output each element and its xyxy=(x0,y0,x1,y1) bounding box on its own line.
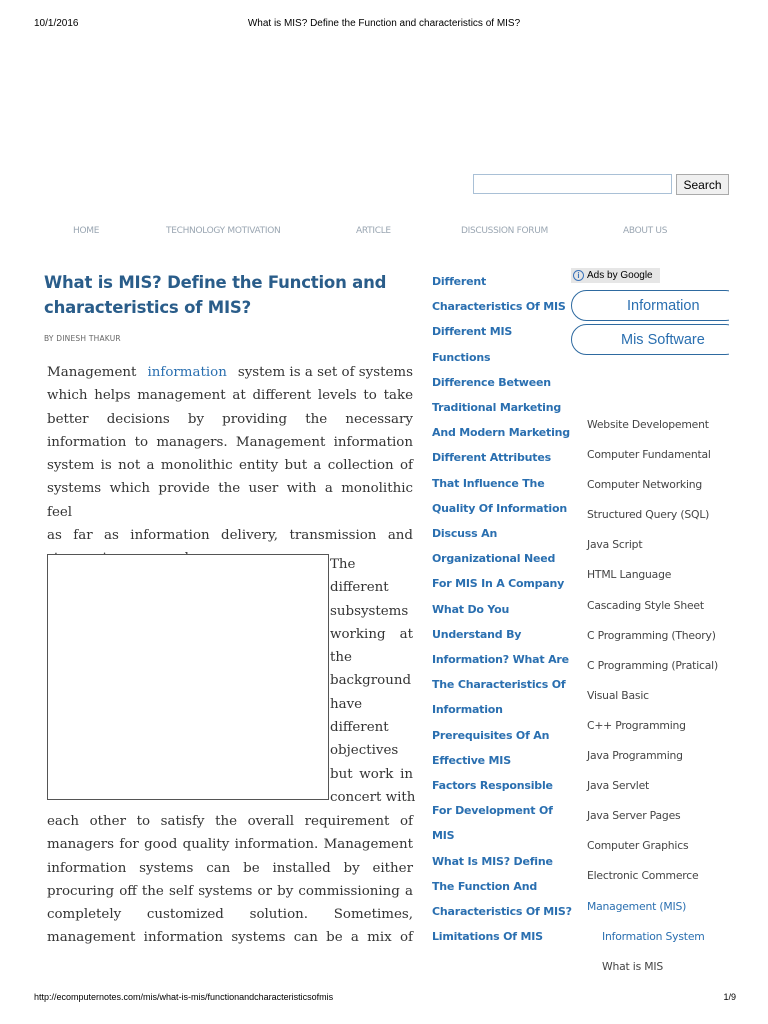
main-nav xyxy=(0,226,768,240)
ad-buttons-clip xyxy=(560,285,729,360)
p1-line-3: information to managers. Management information xyxy=(47,434,413,450)
related-link[interactable]: Limitations Of MIS xyxy=(432,930,543,944)
related-link[interactable]: Information? What Are xyxy=(432,653,569,667)
related-link[interactable]: Characteristics Of MIS xyxy=(432,300,566,314)
side-line: but work in xyxy=(330,766,413,782)
related-link[interactable]: Organizational Need xyxy=(432,552,556,566)
side-line: different xyxy=(330,720,389,736)
p1-line-0-c: system is a set of systems xyxy=(237,365,413,380)
category-subitem-what-is-mis[interactable]: What is MIS xyxy=(602,959,664,973)
p2-line-2: information systems can be installed by either xyxy=(47,860,413,876)
related-link[interactable]: What Do You xyxy=(432,602,510,616)
category-item[interactable]: C++ Programming xyxy=(587,718,686,732)
related-link[interactable]: Prerequisites Of An xyxy=(432,728,550,742)
side-line: subsystems xyxy=(330,603,409,619)
related-link[interactable]: Different xyxy=(432,275,487,288)
article-title-line1: What is MIS? Define the Function and xyxy=(44,273,387,292)
category-item[interactable]: HTML Language xyxy=(587,568,672,582)
related-link[interactable]: Functions xyxy=(432,350,491,364)
side-line: have xyxy=(330,696,363,712)
side-line: background xyxy=(330,673,412,689)
article-title xyxy=(44,270,404,320)
p1-line-6: as far as information delivery, transmission and xyxy=(47,528,413,544)
related-articles xyxy=(432,269,572,949)
category-item[interactable]: Java Programming xyxy=(587,749,683,763)
p1-line-1: which helps management at different levels to take xyxy=(47,388,413,404)
related-link[interactable]: Traditional Marketing xyxy=(432,401,562,415)
category-item[interactable]: Visual Basic xyxy=(587,688,649,702)
ad-button-information[interactable]: Information xyxy=(571,290,729,321)
p1-line-4: system is not a monolithic entity but a collection of xyxy=(47,458,413,474)
print-date: 10/1/2016 xyxy=(34,18,79,29)
category-item[interactable]: Electronic Commerce xyxy=(587,869,699,883)
related-link[interactable]: Quality Of Information xyxy=(432,501,567,515)
category-item-management-mis[interactable]: Management (MIS) xyxy=(587,899,687,913)
related-link[interactable]: Difference Between xyxy=(432,375,551,389)
related-link[interactable]: For Development Of xyxy=(432,804,553,818)
related-link[interactable]: For MIS In A Company xyxy=(432,577,565,591)
category-item[interactable]: C Programming (Pratical) xyxy=(587,658,718,672)
p1-line-0 xyxy=(47,361,413,384)
related-link[interactable]: The Function And xyxy=(432,879,538,893)
related-link[interactable]: What Is MIS? Define xyxy=(432,854,553,868)
related-link[interactable]: Factors Responsible xyxy=(432,779,553,793)
related-link[interactable]: Discuss An xyxy=(432,527,498,541)
p2-line-4: completely customized solution. Sometimes, xyxy=(47,907,413,923)
side-line: different xyxy=(330,580,389,596)
related-link[interactable]: Characteristics Of MIS? xyxy=(432,905,572,919)
related-link[interactable]: Different Attributes xyxy=(432,451,551,465)
byline: BY DINESH THAKUR xyxy=(44,334,121,343)
search-button[interactable]: Search xyxy=(676,174,729,195)
nav-about-us[interactable]: ABOUT US xyxy=(623,226,668,236)
category-item[interactable]: Website Developement xyxy=(587,418,709,431)
related-link[interactable]: That Influence The xyxy=(432,476,545,490)
p1-line-5: systems which provide the user with a monolithic feel xyxy=(47,481,413,520)
nav-discussion-forum[interactable]: DISCUSSION FORUM xyxy=(461,226,548,236)
category-item[interactable]: Java Servlet xyxy=(587,779,650,793)
side-line: the xyxy=(330,650,352,666)
side-line: The xyxy=(330,557,356,572)
category-item[interactable]: Java Script xyxy=(587,538,643,552)
related-link[interactable]: The Characteristics Of xyxy=(432,678,566,692)
nav-home[interactable]: HOME xyxy=(73,226,100,236)
print-url: http://ecomputernotes.com/mis/what-is-mis/functionandcharacteristicsofmis xyxy=(34,992,334,1002)
category-item[interactable]: Computer Graphics xyxy=(587,839,689,853)
p1-line-0-a: Management xyxy=(47,365,137,380)
category-item[interactable]: Computer Networking xyxy=(587,478,703,492)
category-item[interactable]: Structured Query (SQL) xyxy=(587,508,710,522)
related-link[interactable]: Different MIS xyxy=(432,325,513,339)
info-icon[interactable]: i xyxy=(573,270,584,281)
search-input[interactable] xyxy=(473,174,672,194)
category-item[interactable]: Cascading Style Sheet xyxy=(587,598,704,612)
p2-line-5: management information systems can be a mix of xyxy=(47,930,413,946)
side-line: objectives xyxy=(330,743,399,759)
ads-by-google-label[interactable] xyxy=(571,268,660,283)
article-paragraph-2 xyxy=(47,810,413,950)
category-item[interactable]: C Programming (Theory) xyxy=(587,628,716,642)
p2-line-1: managers for good quality information. Management xyxy=(47,837,413,853)
side-line: concert with xyxy=(330,789,416,805)
related-link[interactable]: MIS xyxy=(432,829,455,843)
nav-technology-motivation[interactable]: TECHNOLOGY MOTIVATION xyxy=(166,226,281,236)
category-item[interactable]: Java Server Pages xyxy=(587,809,681,823)
p2-line-0: each other to satisfy the overall requirement of xyxy=(47,814,413,829)
image-side-text xyxy=(330,553,416,809)
side-line: working at xyxy=(330,626,413,642)
print-title: What is MIS? Define the Function and characteristics of MIS? xyxy=(247,18,521,29)
p1-line-2: better decisions by providing the necessary xyxy=(47,411,413,427)
related-link[interactable]: Effective MIS xyxy=(432,753,511,767)
related-link[interactable]: Understand By xyxy=(432,627,522,641)
p2-line-3: procuring off the self systems or by commissioning a xyxy=(47,883,413,899)
category-list xyxy=(587,410,757,982)
information-link[interactable]: information xyxy=(147,365,227,380)
article-image xyxy=(47,554,329,800)
related-link[interactable]: Information xyxy=(432,703,503,717)
category-subitem-information-system[interactable]: Information System xyxy=(602,929,705,943)
print-page-number: 1/9 xyxy=(723,992,736,1002)
article-paragraph-1 xyxy=(47,361,413,571)
article-title-line2: characteristics of MIS? xyxy=(44,298,251,317)
related-link[interactable]: And Modern Marketing xyxy=(432,426,570,440)
category-item[interactable]: Computer Fundamental xyxy=(587,448,711,462)
ads-label-text: Ads by Google xyxy=(587,270,653,281)
ad-button-mis-software[interactable]: Mis Software xyxy=(571,324,729,355)
nav-article[interactable]: ARTICLE xyxy=(356,226,391,236)
